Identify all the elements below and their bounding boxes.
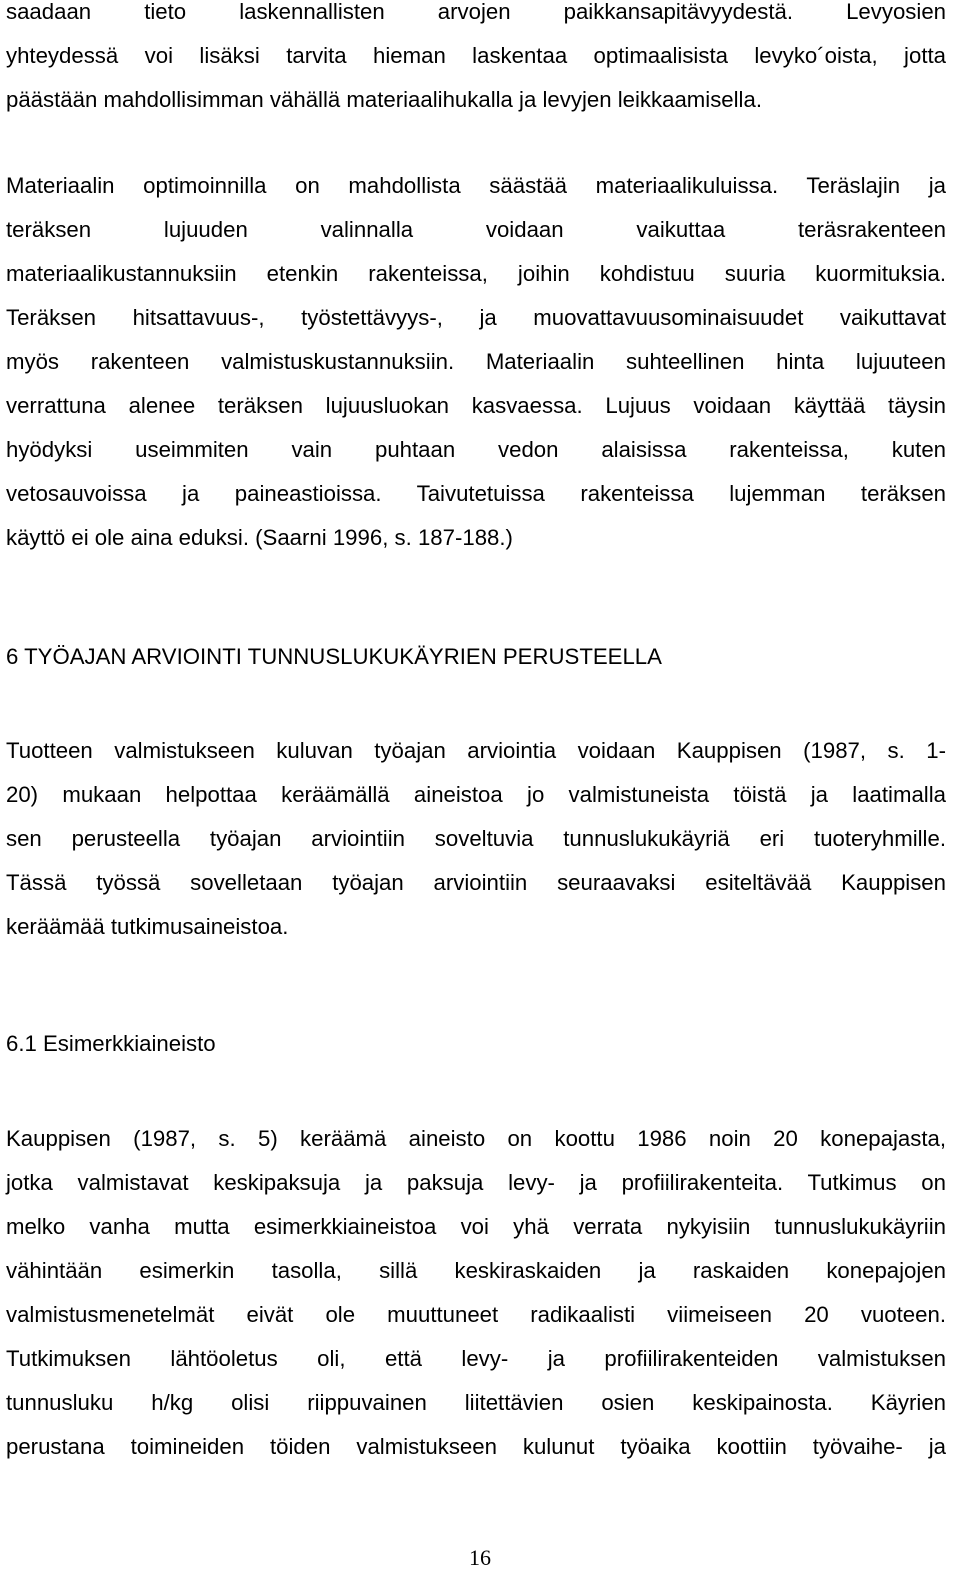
paragraph-work-time	[6, 729, 946, 949]
text-line: jotka valmistavat keskipaksuja ja paksuja levy- ja profiilirakenteita. Tutkimus on	[6, 1170, 946, 1195]
text-line: melko vanha mutta esimerkkiaineistoa voi yhä verrata nykyisiin tunnuslukukäyriin	[6, 1214, 946, 1239]
text-line: käyttö ei ole aina eduksi. (Saarni 1996, s. 187-188.)	[6, 525, 513, 550]
paragraph-sample-data	[6, 1117, 946, 1469]
text-line: Materiaalin optimoinnilla on mahdollista säästää materiaalikuluissa. Teräslajin ja	[6, 173, 946, 198]
text-line: tunnusluku h/kg olisi riippuvainen liitettävien osien keskipainosta. Käyrien	[6, 1390, 946, 1415]
text-line: Tuotteen valmistukseen kuluvan työajan arviointia voidaan Kauppisen (1987, s. 1-	[6, 738, 946, 763]
paragraph-intro	[6, 0, 946, 122]
text-line: teräksen lujuuden valinnalla voidaan vaikuttaa teräsrakenteen	[6, 217, 946, 242]
text-line: vähintään esimerkin tasolla, sillä keskiraskaiden ja raskaiden konepajojen	[6, 1258, 946, 1283]
text-line: valmistusmenetelmät eivät ole muuttuneet radikaalisti viimeiseen 20 vuoteen.	[6, 1302, 946, 1327]
text-line: materiaalikustannuksiin etenkin rakenteissa, joihin kohdistuu suuria kuormituksia.	[6, 261, 946, 286]
text-line: yhteydessä voi lisäksi tarvita hieman laskentaa optimaalisista levyko´oista, jotta	[6, 43, 946, 68]
text-line: Tutkimuksen lähtöoletus oli, että levy- ja profiilirakenteiden valmistuksen	[6, 1346, 946, 1371]
text-line: Tässä työssä sovelletaan työajan arviointiin seuraavaksi esiteltävää Kauppisen	[6, 870, 946, 895]
text-line: Kauppisen (1987, s. 5) keräämä aineisto on koottu 1986 noin 20 konepajasta,	[6, 1126, 946, 1151]
text-line: perustana toimineiden töiden valmistukseen kulunut työaika koottiin työvaihe- ja	[6, 1434, 946, 1459]
paragraph-materials	[6, 164, 946, 560]
page-number: 16	[469, 1545, 491, 1570]
text-line: verrattuna alenee teräksen lujuusluokan kasvaessa. Lujuus voidaan käyttää täysin	[6, 393, 946, 418]
text-line: keräämää tutkimusaineistoa.	[6, 914, 289, 939]
text-line: vetosauvoissa ja paineastioissa. Taivutetuissa rakenteissa lujemman teräksen	[6, 481, 946, 506]
chapter-heading: 6 TYÖAJAN ARVIOINTI TUNNUSLUKUKÄYRIEN PERUSTEELLA	[6, 644, 662, 669]
text-line: sen perusteella työajan arviointiin soveltuvia tunnuslukukäyriä eri tuoteryhmille.	[6, 826, 946, 851]
text-line: päästään mahdollisimman vähällä materiaalihukalla ja levyjen leikkaamisella.	[6, 87, 762, 112]
section-heading: 6.1 Esimerkkiaineisto	[6, 1031, 216, 1056]
text-line: 20) mukaan helpottaa keräämällä aineistoa jo valmistuneista töistä ja laatimalla	[6, 782, 946, 807]
text-line: hyödyksi useimmiten vain puhtaan vedon alaisissa rakenteissa, kuten	[6, 437, 946, 462]
text-line: Teräksen hitsattavuus-, työstettävyys-, ja muovattavuusominaisuudet vaikuttavat	[6, 305, 946, 330]
text-line: saadaan tieto laskennallisten arvojen paikkansapitävyydestä. Levyosien	[6, 0, 946, 24]
text-line: myös rakenteen valmistuskustannuksiin. Materiaalin suhteellinen hinta lujuuteen	[6, 349, 946, 374]
